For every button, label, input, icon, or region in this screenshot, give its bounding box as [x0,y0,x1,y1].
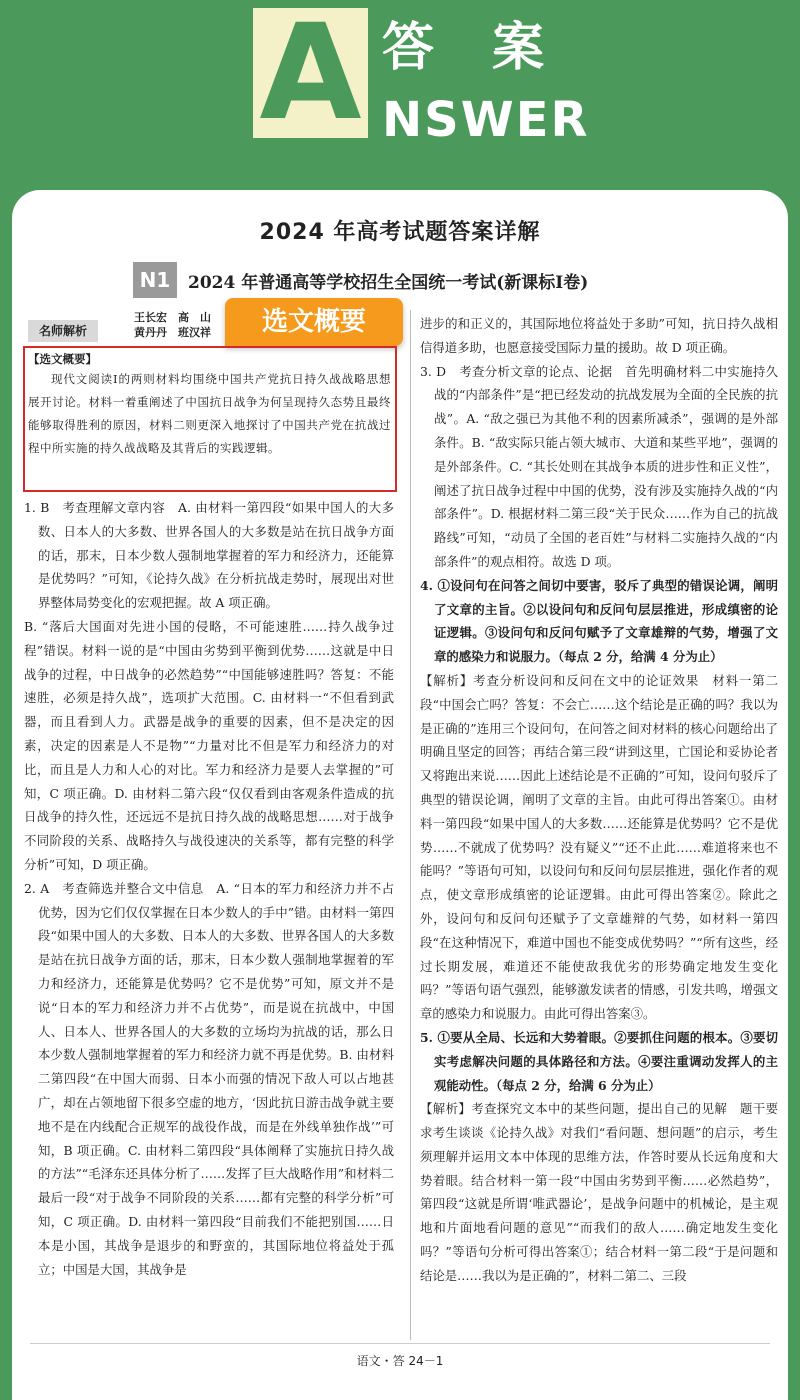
q2-analysis: 2. A 考查筛选并整合文中信息 A. “日本的军力和经济力并不占优势，因为它们仅仅掌握在日本少数人的手中”错。由材料一第四段“如果中国人的大多数、日本人的大多数、世界各国人的大多数是站在抗日战争方面的话，那末，日本少数人强制地掌握着的军力和经济力，还能算是优势吗？它不是优势”可知，原文并不是说“日本的军力和经济力并不占优势”，而是说在抗战中，中国人、日本人、世界各国人的大多数的立场均为抗战的话，那么日本少数人强制地掌握着的军力和经济力就不再是优势。B. 由材料二第四段“在中国大而弱、日本小而强的情况下敌人可以占地甚广，却在占领地留下很多空虚的地方，‘因此抗日游击战争就主要地不是在内线配合正规军的战役作战，而是在外线单独作战’”可知，B 项正确。C. 由材料二第四段“具体阐释了实施抗日持久战的方法”“毛泽东还具体分析了……发挥了巨大战略作用”和材料二最后一段“对于战争不同阶段的关系……都有完整的科学分析”可知，C 项正确。D. 由材料一第四段“目前我们不能把别国……日本是小国，其战争是退步的和野蛮的，其国际地位将益处于孤立；中国是大国，其战争是 [24,880,394,1277]
exam-number-badge: N1 [133,262,177,298]
teacher-names-line2: 黄丹丹 班汉祥 [134,326,211,339]
logo-chinese: 答案 [382,18,603,78]
page-footer: 语文・答 24－1 [356,1354,444,1368]
teacher-names [134,310,211,340]
summary-heading: 【选文概要】 [28,352,97,366]
answer-header [0,0,800,188]
q1-analysis: 1. B 考查理解文章内容 A. 由材料一第四段“如果中国人的大多数、日本人的大多数、世界各国人的大多数是站在抗日战争方面的话，那末，日本少数人强制地掌握着的军力和经济力，还能算是优势吗？”可知，《论持久战》在分析抗战走势时，展现出对世界整体局势变化的宏观把握。故 A 项正确。 [24,500,394,611]
right-column [420,312,778,1288]
logo-english: NSWER [382,92,590,148]
column-divider [410,310,411,1340]
q4-answer: 4. ①设问句在问答之间切中要害，驳斥了典型的错误论调，阐明了文章的主旨。②以设问句和反问句层层推进，形成缜密的论证逻辑。③设问句和反问句赋予了文章雄辩的气势，增强了文章的感染力和说服力。（每点 2 分，给满 4 分为止） [420,577,778,665]
footer-divider [30,1343,770,1344]
summary-badge: 选文概要 [225,298,403,346]
left-column [24,496,394,1281]
teacher-names-line1: 王长宏 高 山 [134,311,211,324]
exam-title: 2024 年普通高等学校招生全国统一考试(新课标Ⅰ卷) [188,273,589,293]
page-title: 2024 年高考试题答案详解 [259,220,541,245]
teacher-analysis-label: 名师解析 [28,320,98,342]
logo-letter: A [253,8,368,138]
summary-text: 现代文阅读Ⅰ的两则材料均围绕中国共产党抗日持久战战略思想展开讨论。材料一着重阐述了中国抗日战争为何呈现持久态势且最终能够取得胜利的原因，材料二则更深入地探讨了中国共产党在抗战过程中所实施的持久战战略及其背后的实践逻辑。 [28,372,391,455]
q5-answer: 5. ①要从全局、长远和大势着眼。②要抓住问题的根本。③要切实考虑解决问题的具体路径和方法。④要注重调动发挥人的主观能动性。（每点 2 分，给满 6 分为止） [420,1029,778,1093]
q4-analysis: 【解析】考查分析设问和反问在文中的论证效果 材料一第二段“中国会亡吗？答复：不会亡……这个结论是正确的吗？我以为是正确的”连用三个设问句，在问答之间对材料的核心问题给出了明确且坚定的回答；再结合第三段“讲到这里，亡国论和妥协论者又将跑出来说……因此上述结论是不正确的”可知，设问句驳斥了典型的错误论调，阐明了文章的主旨。由此可得出答案①。由材料一第四段“如果中国人的大多数……还能算是优势吗？它不是优势……不就成了优势吗？没有疑义”“还不止此……难道将来也不能吗？”等语句可知，以设问句和反问句层层推进，强化作者的观点，使文章形成缜密的论证逻辑。由此可得出答案②。除此之外，设问句和反问句还赋予了文章雄辩的气势，如材料一第四段“在这种情况下，难道中国也不能变成优势吗？”“所有这些，经过长期发展，难道还不能使敌我优劣的形势确定地发生变化吗？”等语句语气强烈，能够激发读者的情感，引发共鸣，增强文章的感染力和说服力。由此可得出答案③。 [420,672,778,1022]
q1-analysis-continued: B. “落后大国面对先进小国的侵略，不可能速胜……持久战争过程”错误。材料一说的是“中国由劣势到平衡到优势……这就是中日战争的过程，中日战争的必然趋势”“中国能够速胜吗？答复：不能速胜，必须是持久战”，选项扩大范围。C. 由材料一“不但看到武器，而且看到人力。武器是战争的重要的因素，但不是决定的因素，决定的因素是人不是物”“力量对比不但是军力和经济力的对比，而且是人力和人心的对比。军力和经济力是要人去掌握的”可知，C 项正确。D. 由材料二第六段“仅仅看到由客观条件造成的抗日战争的持久性，还远远不是抗日持久战的战略思想……对于战争不同阶段的关系、战略持久与战役速决的关系等，都有完整的科学分析”可知，D 项正确。 [24,618,394,872]
q2-analysis-continued: 进步的和正义的，其国际地位将益处于多助”可知，抗日持久战相信得道多助，也愿意接受国际力量的援助。故 D 项正确。 [420,316,778,355]
q5-analysis: 【解析】考查探究文本中的某些问题，提出自己的见解 题干要求考生谈谈《论持久战》对我们“看问题、想问题”的启示，考生须理解并运用文本中体现的思维方法，作答时要从长远角度和大势着眼。结合材料一第一段“中国由劣势到平衡……必然趋势”，第四段“这就是所谓‘唯武器论’，是战争问题中的机械论，是主观地和片面地看问题的意见”“而我们的敌人……确定地发生变化吗？”等语句分析可得出答案①；结合材料一第二段“于是问题和结论是……我以为是正确的”，材料二第二、三段 [420,1101,778,1283]
summary-box [23,346,397,492]
q3-analysis: 3. D 考查分析文章的论点、论据 首先明确材料二中实施持久战的“内部条件”是“把已经发动的抗战发展为全面的全民族的抗战”。A. “敌之强已为其他不利的因素所减杀”，强调的是外部条件。B. “敌实际只能占领大城市、大道和某些平地”，强调的是外部条件。C. “其长处则在其战争本质的进步性和正义性”，阐述了抗日战争过程中中国的优势，没有涉及实施持久战的“内部条件”。D. 根据材料二第三段“关于民众……作为自己的抗战路线”可知，“动员了全国的老百姓”与材料二实施持久战的“内部条件”的观点相符。故选 D 项。 [420,363,778,569]
